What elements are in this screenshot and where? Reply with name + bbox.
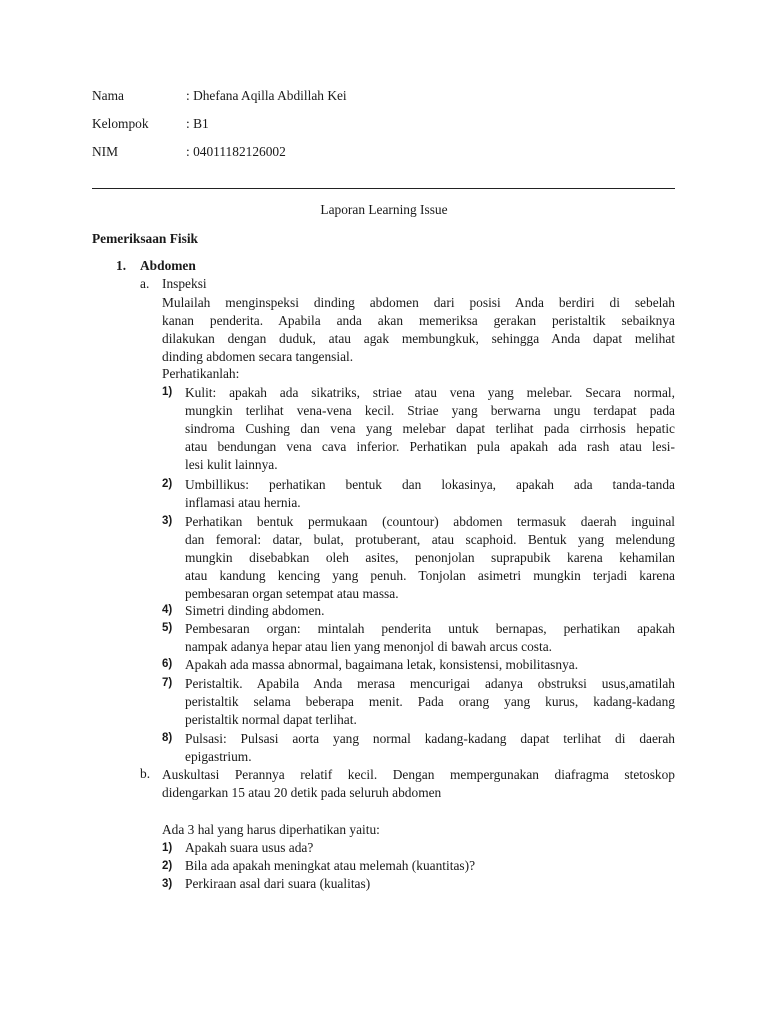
ada3-label: Ada 3 hal yang harus diperhatikan yaitu:: [162, 822, 380, 837]
document-page: Nama : Dhefana Aqilla Abdillah Kei Kelompok : B1 NIM : 04011182126002 Laporan Learning Issue Pemeriksaan Fisik 1. Abdomen a. Inspeksi Mulailah menginspeksi dinding abdomen dari posisi Anda berdiri di sebelah kanan penderita. Apabila anda akan memeriksa gerakan peristaltik sebaiknya dilakukan dengan duduk, atau agak membungkuk, sehingga Anda dapat melihat dinding abdomen secara tangensial. Perhatikanlah: 1) Kulit: apakah ada sikatriks, striae atau vena yang melebar. Secara normal, mungkin terlihat vena-vena kecil. Striae yang berwarna ungu terdapat pada sindroma Cushing dan vena yang melebar dapat terlihat pada cirrhosis hepatic atau bendungan vena cava inferior. Perhatikan pula apakah ada rash atau lesi- lesi kulit lainnya. 2) Umbillikus: perhatikan bentuk dan lokasinya, apakah ada tanda-tanda inflamasi atau hernia. 3) Perhatikan bentuk permukaan (countour) abdomen termasuk daerah inguinal dan femoral: datar, bulat, protuberant, atau scaphoid. Bentuk yang melendung mungkin disebabkan oleh asites, penonjolan suprapubik karena kehamilan atau kandung kencing yang penuh. Tonjolan asimetri mungkin terjadi karena pembesaran organ setempat atau massa. 4) Simetri dinding abdomen. 5) Pembesaran organ: mintalah penderita untuk bernapas, perhatikan apakah nampak adanya hepar atau lien yang menonjol di bawah arcus costa. 6) Apakah ada massa abnormal, bagaimana letak, konsistensi, mobilitasnya. 7) Peristaltik. Apabila Anda merasa mencurigai adanya obstruksi usus,amatilah peristaltik selama beberapa menit. Pada orang yang kurus, kadang-kadang peristaltik normal dapat terlihat. 8) Pulsasi: Pulsasi aorta yang normal kadang-kadang dapat terlihat di daerah epigastrium. b. Auskultasi Perannya relatif kecil. Dengan mempergunakan diafragma stetoskop didengarkan 15 atau 20 detik pada seluruh abdomen Ada 3 hal yang harus diperhatikan yaitu: 1) Apakah suara usus ada? 2) Bila ada apakah meningkat atau melemah (kuantitas)? 3) Perkiraan asal dari suara (kualitas): [0, 0, 768, 1024]
value-nim: : 04011182126002: [186, 144, 286, 159]
value-nama: : Dhefana Aqilla Abdillah Kei: [186, 88, 347, 103]
label-kelompok: Kelompok: [92, 116, 149, 131]
subsection-a-marker: a.: [140, 276, 150, 291]
label-nama: Nama: [92, 88, 124, 103]
section-heading: Pemeriksaan Fisik: [92, 231, 199, 246]
document-title: Laporan Learning Issue: [320, 202, 448, 217]
auskultasi-paragraph: Auskultasi Perannya relatif kecil. Dengan mempergunakan diafragma stetoskop didengarkan 15 atau 20 detik pada seluruh abdomen: [162, 767, 675, 800]
subsection-b-marker: b.: [140, 766, 151, 781]
subsection-a-title: Inspeksi: [162, 276, 207, 291]
label-nim: NIM: [92, 144, 119, 159]
value-kelompok: : B1: [186, 116, 209, 131]
perhatikan-label: Perhatikanlah:: [162, 366, 240, 381]
topic-title: Abdomen: [140, 258, 196, 273]
topic-number: 1.: [116, 258, 127, 273]
divider-line: [92, 188, 675, 189]
inspeksi-paragraph: Mulailah menginspeksi dinding abdomen dari posisi Anda berdiri di sebelah kanan penderita. Apabila anda akan memeriksa gerakan peristaltik sebaiknya dilakukan dengan duduk, atau agak membungkuk, sehingga Anda dapat melihat dinding abdomen secara tangensial.: [162, 295, 675, 364]
